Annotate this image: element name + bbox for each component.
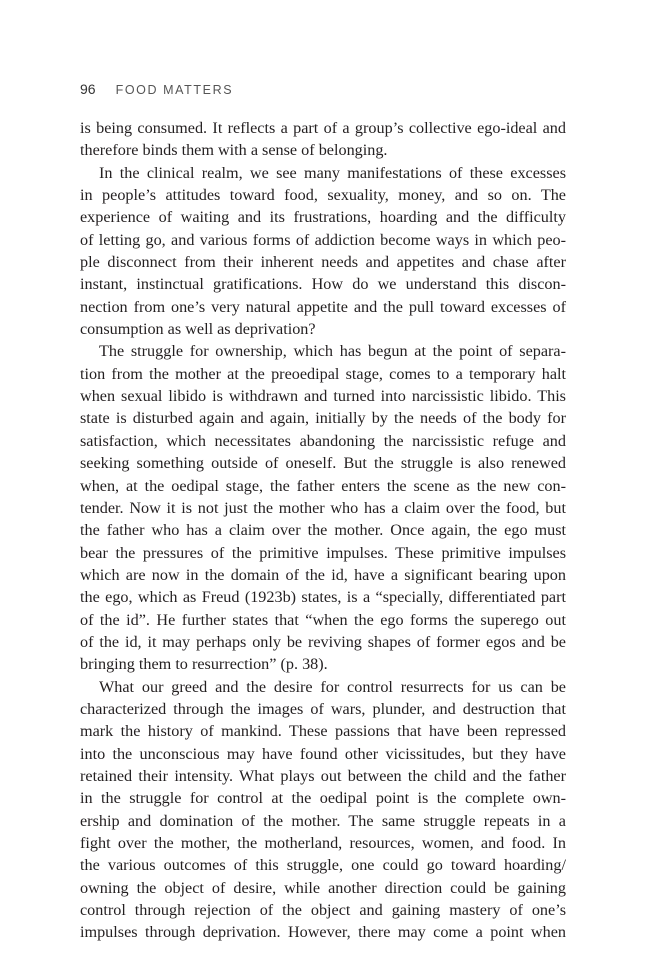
text-line: in the struggle for control at the oedipal point is the complete own- [80, 789, 566, 808]
text-line: of the id, it may perhaps only be reviving shapes of former egos and be [80, 632, 566, 651]
text-line: nection from one’s very natural appetite and the pull toward excesses of [80, 297, 566, 316]
text-line: fight over the mother, the motherland, resources, women, and food. In [80, 834, 566, 852]
text-line: bear the pressures of the primitive impulses. These primitive impulses [80, 543, 566, 562]
text-line: tender. Now it is not just the mother who has a claim over the food, but [80, 498, 566, 517]
text-line: the ego, which as Freud (1923b) states, is a “specially, differentiated part [80, 588, 566, 607]
text-line: In the clinical realm, we see many manifestations of these excesses [99, 163, 566, 182]
text-line: impulses through deprivation. However, there may come a point when [80, 923, 566, 942]
paragraph [80, 162, 566, 341]
text-line: bringing them to resurrection” (p. 38). [80, 655, 328, 674]
text-line: seeking something outside of oneself. But the struggle is also renewed [80, 454, 566, 473]
text-line: control through rejection of the object and gaining mastery of one’s [80, 901, 566, 920]
text-line: into the unconscious may have found other vicissitudes, but they have [80, 744, 566, 763]
text-line: retained their intensity. What plays out between the child and the father [80, 766, 566, 785]
text-line: state is disturbed again and again, initially by the needs of the body for [80, 409, 566, 428]
text-line: the various outcomes of this struggle, one could go toward hoarding/ [80, 856, 566, 875]
text-line: consumption as well as deprivation? [80, 320, 316, 339]
text-line: ple disconnect from their inherent needs and appetites and chase after [80, 253, 566, 272]
text-line: is being consumed. It reflects a part of a group’s collective ego-ideal and [80, 119, 566, 137]
paragraph [80, 117, 566, 162]
text-line: tion from the mother at the preoedipal stage, comes to a temporary halt [80, 364, 566, 383]
text-line: instant, instinctual gratifications. How do we understand this discon- [80, 275, 566, 294]
text-line: which are now in the domain of the id, have a significant bearing upon [80, 565, 566, 584]
text-line: mark the history of mankind. These passions that have been repressed [80, 722, 566, 741]
text-line: the father who has a claim over the mother. Once again, the ego must [80, 521, 566, 540]
text-line: when, at the oedipal stage, the father enters the scene as the new con- [80, 476, 566, 495]
text-line: owning the object of desire, while another direction could be gaining [80, 878, 566, 897]
page-number: 96 [80, 81, 96, 97]
paragraph [80, 340, 566, 675]
text-line: therefore binds them with a sense of belonging. [80, 141, 388, 160]
text-line: ership and domination of the mother. The same struggle repeats in a [80, 811, 566, 830]
book-page [80, 81, 566, 944]
text-line: of letting go, and various forms of addiction become ways in which peo- [80, 230, 566, 249]
text-line: characterized through the images of wars, plunder, and destruction that [80, 699, 566, 718]
text-line: in people’s attitudes toward food, sexuality, money, and so on. The [80, 186, 566, 205]
text-line: of the id”. He further states that “when the ego forms the superego out [80, 610, 566, 629]
text-line: satisfaction, which necessitates abandoning the narcissistic refuge and [80, 431, 566, 450]
running-head [80, 81, 566, 105]
text-line: What our greed and the desire for control resurrects for us can be [99, 677, 566, 696]
running-head-title: FOOD MATTERS [115, 83, 234, 97]
text-line: The struggle for ownership, which has begun at the point of separa- [99, 342, 566, 361]
text-line: experience of waiting and its frustrations, hoarding and the difficulty [80, 208, 566, 227]
text-line: when sexual libido is withdrawn and turned into narcissistic libido. This [80, 387, 566, 406]
paragraph [80, 676, 566, 944]
body-text [80, 117, 566, 944]
